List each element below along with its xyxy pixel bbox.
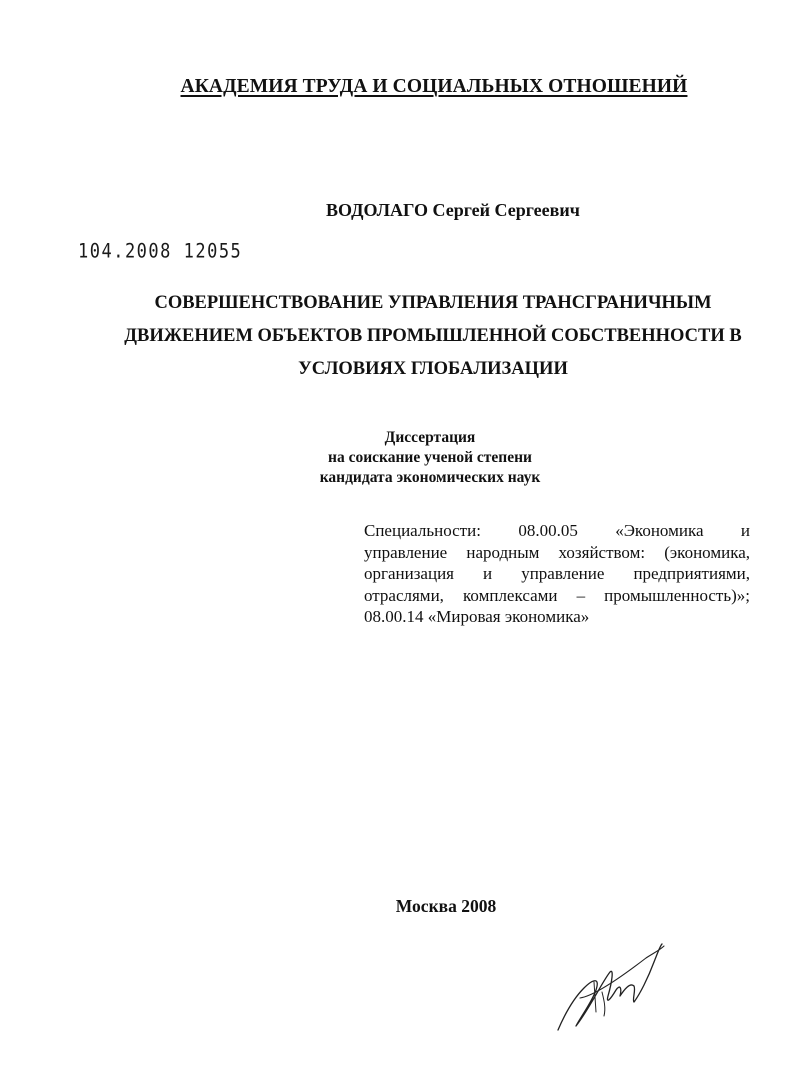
title-line: УСЛОВИЯХ ГЛОБАЛИЗАЦИИ (298, 359, 568, 379)
author-given-names: Сергей Сергеевич (432, 200, 580, 220)
dissertation-title (100, 287, 766, 386)
specialty-line: 08.00.14 «Мировая экономика» (364, 607, 590, 626)
degree-statement (230, 428, 630, 488)
city-year: Москва 2008 (395, 896, 497, 916)
specialty-line: Специальности: 08.00.05 «Экономика и (364, 521, 750, 540)
title-line: СОВЕРШЕНСТВОВАНИЕ УПРАВЛЕНИЯ ТРАНСГРАНИЧНЫМ (154, 293, 712, 313)
degree-line: Диссертация (384, 429, 476, 446)
specialty-line: отраслями, комплексами – промышленность)»; (364, 585, 750, 605)
registration-stamp: 104.2008 12055 (78, 240, 243, 263)
specialty-line: управление народным хозяйством: (экономика, (364, 542, 750, 562)
title-line: ДВИЖЕНИЕМ ОБЪЕКТОВ ПРОМЫШЛЕННОЙ СОБСТВЕННОСТИ В (124, 326, 742, 346)
signature-stroke (594, 982, 605, 1016)
specialty-block (364, 520, 750, 628)
degree-line: на соискание ученой степени (328, 449, 532, 466)
specialty-line: организация и управление предприятиями, (364, 564, 750, 583)
signature-stroke (558, 944, 662, 1030)
author-surname: ВОДОЛАГО (326, 200, 429, 220)
degree-line: кандидата экономических наук (319, 469, 541, 486)
institution-heading: АКАДЕМИЯ ТРУДА И СОЦИАЛЬНЫХ ОТНОШЕНИЙ (180, 76, 688, 97)
signature-image (550, 938, 670, 1034)
signature-stroke (580, 946, 664, 998)
author-name (326, 200, 580, 221)
